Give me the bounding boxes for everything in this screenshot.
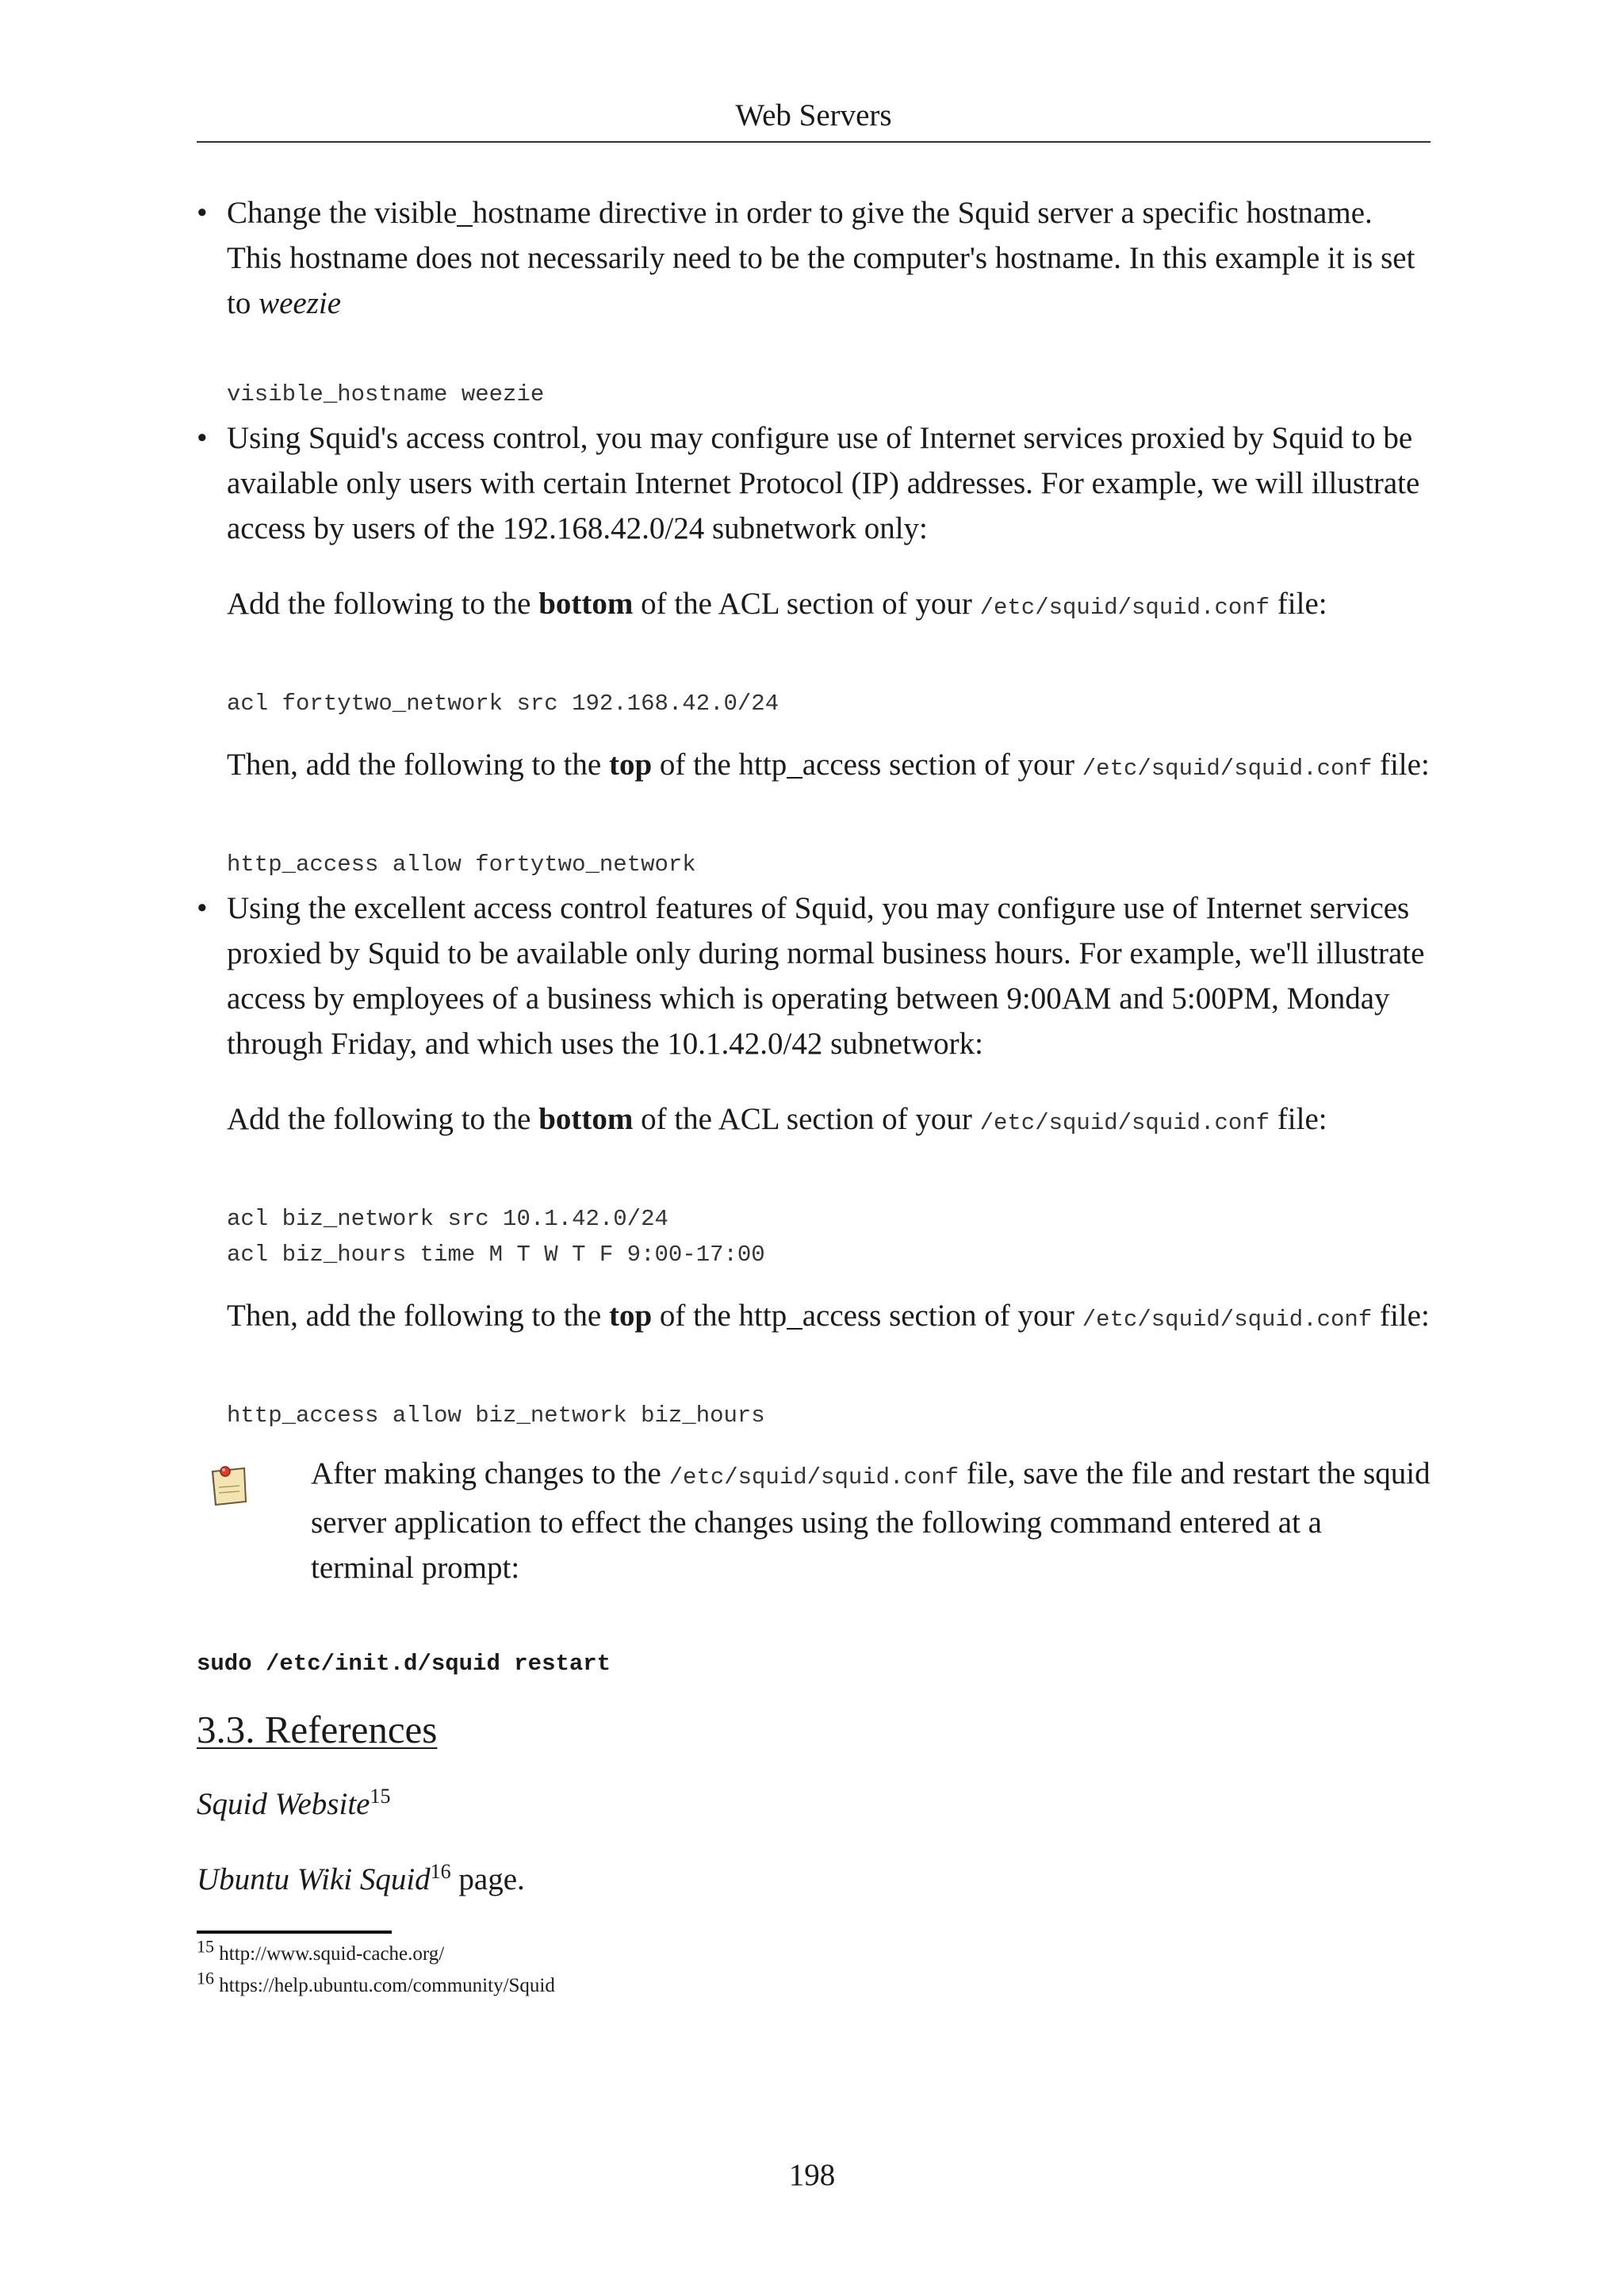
code-access-biz: http_access allow biz_network biz_hours <box>227 1402 765 1429</box>
config-file-path: /etc/squid/squid.conf <box>979 595 1270 621</box>
footnote-marker: 16 <box>430 1860 451 1883</box>
example-hostname: weezie <box>259 286 342 320</box>
bullet-text: Using Squid's access control, you may configure use of Internet services proxied by Squid to be available only users with certain Internet Protocol (IP) addresses. For example, we will illustrate access by users of the 192.168.42.0/24 subnetwork only: <box>227 421 1420 545</box>
ip-acl-then-instruction <box>227 742 1431 791</box>
running-header: Web Servers <box>735 98 892 132</box>
instruction-text: Add the following to the <box>227 1102 531 1136</box>
instruction-text: Then, add the following to the <box>227 748 602 782</box>
instruction-text: file: <box>1277 1102 1327 1136</box>
page-number: 198 <box>788 2158 836 2192</box>
code-acl-biz-network: acl biz_network src 10.1.42.0/24 <box>227 1206 668 1232</box>
footnote-16 <box>197 1970 1431 2002</box>
reference-title: Squid Website <box>197 1787 370 1821</box>
config-file-path: /etc/squid/squid.conf <box>668 1464 959 1490</box>
config-file-path: /etc/squid/squid.conf <box>979 1110 1270 1136</box>
instruction-text: file: <box>1277 587 1327 621</box>
code-access-fortytwo: http_access allow fortytwo_network <box>227 851 696 878</box>
instruction-text: of the ACL section of your <box>641 1102 972 1136</box>
bullet-ip-acl <box>197 415 1431 551</box>
note-text: After making changes to the <box>311 1456 661 1490</box>
page-content <box>197 190 1431 2002</box>
restart-command: sudo /etc/init.d/squid restart <box>197 1651 611 1677</box>
config-file-path: /etc/squid/squid.conf <box>1082 756 1373 782</box>
footnote-url[interactable]: https://help.ubuntu.com/community/Squid <box>219 1975 555 1996</box>
instruction-text: of the ACL section of your <box>641 587 972 621</box>
instruction-text: file: <box>1379 748 1430 782</box>
bullet-text: Using the excellent access control features of Squid, you may configure use of Internet services proxied by Squid to be available only during normal business hours. For example, we'll illustrate access by employees of a business which is operating between 9:00AM and 5:00PM, Monday through Friday, and which uses the 10.1.42.0/42 subnetwork: <box>227 891 1425 1061</box>
instruction-emphasis: bottom <box>538 587 634 621</box>
footnote-number: 16 <box>197 1968 214 1988</box>
reference-suffix: page. <box>458 1862 525 1896</box>
code-acl-biz-hours: acl biz_hours time M T W T F 9:00-17:00 <box>227 1242 765 1268</box>
ip-acl-add-instruction <box>227 581 1431 630</box>
header-rule <box>197 141 1431 143</box>
hours-acl-then-instruction <box>227 1293 1431 1342</box>
hours-acl-add-instruction <box>227 1096 1431 1146</box>
bullet-visible-hostname <box>197 190 1431 326</box>
config-file-path: /etc/squid/squid.conf <box>1082 1307 1373 1333</box>
footnote-15 <box>197 1938 1431 1970</box>
note-text: file, save the file and restart the squid server application to effect the changes using the following command entered at a terminal prompt: <box>311 1456 1431 1585</box>
bullet-hours-acl <box>197 886 1431 1066</box>
footnote-number: 15 <box>197 1936 214 1957</box>
instruction-text: file: <box>1379 1299 1430 1333</box>
footnote-marker: 15 <box>370 1785 391 1808</box>
section-heading-references: 3.3. References <box>197 1708 438 1751</box>
code-acl-fortytwo: acl fortytwo_network src 192.168.42.0/24 <box>227 691 779 717</box>
note-icon <box>209 1464 249 1508</box>
footnote-url[interactable]: http://www.squid-cache.org/ <box>219 1943 445 1965</box>
code-visible-hostname: visible_hostname weezie <box>227 381 545 408</box>
reference-ubuntu-wiki <box>197 1857 1431 1902</box>
note-admonition <box>197 1451 1431 1590</box>
instruction-text: Then, add the following to the <box>227 1299 602 1333</box>
bullet-dot: • <box>197 196 208 230</box>
reference-squid-website <box>197 1781 1431 1827</box>
bullet-dot: • <box>197 421 208 455</box>
instruction-emphasis: top <box>608 748 653 782</box>
reference-title: Ubuntu Wiki Squid <box>197 1862 431 1896</box>
bullet-dot: • <box>197 891 208 925</box>
instruction-emphasis: top <box>608 1299 653 1333</box>
instruction-text: Add the following to the <box>227 587 531 621</box>
instruction-text: of the http_access section of your <box>659 748 1075 782</box>
bullet-text: Change the visible_hostname directive in order to give the Squid server a specific hostname. This hostname does not necessarily need to be the computer's hostname. In this example it is set to <box>227 196 1415 320</box>
instruction-text: of the http_access section of your <box>659 1299 1075 1333</box>
instruction-emphasis: bottom <box>538 1102 634 1136</box>
